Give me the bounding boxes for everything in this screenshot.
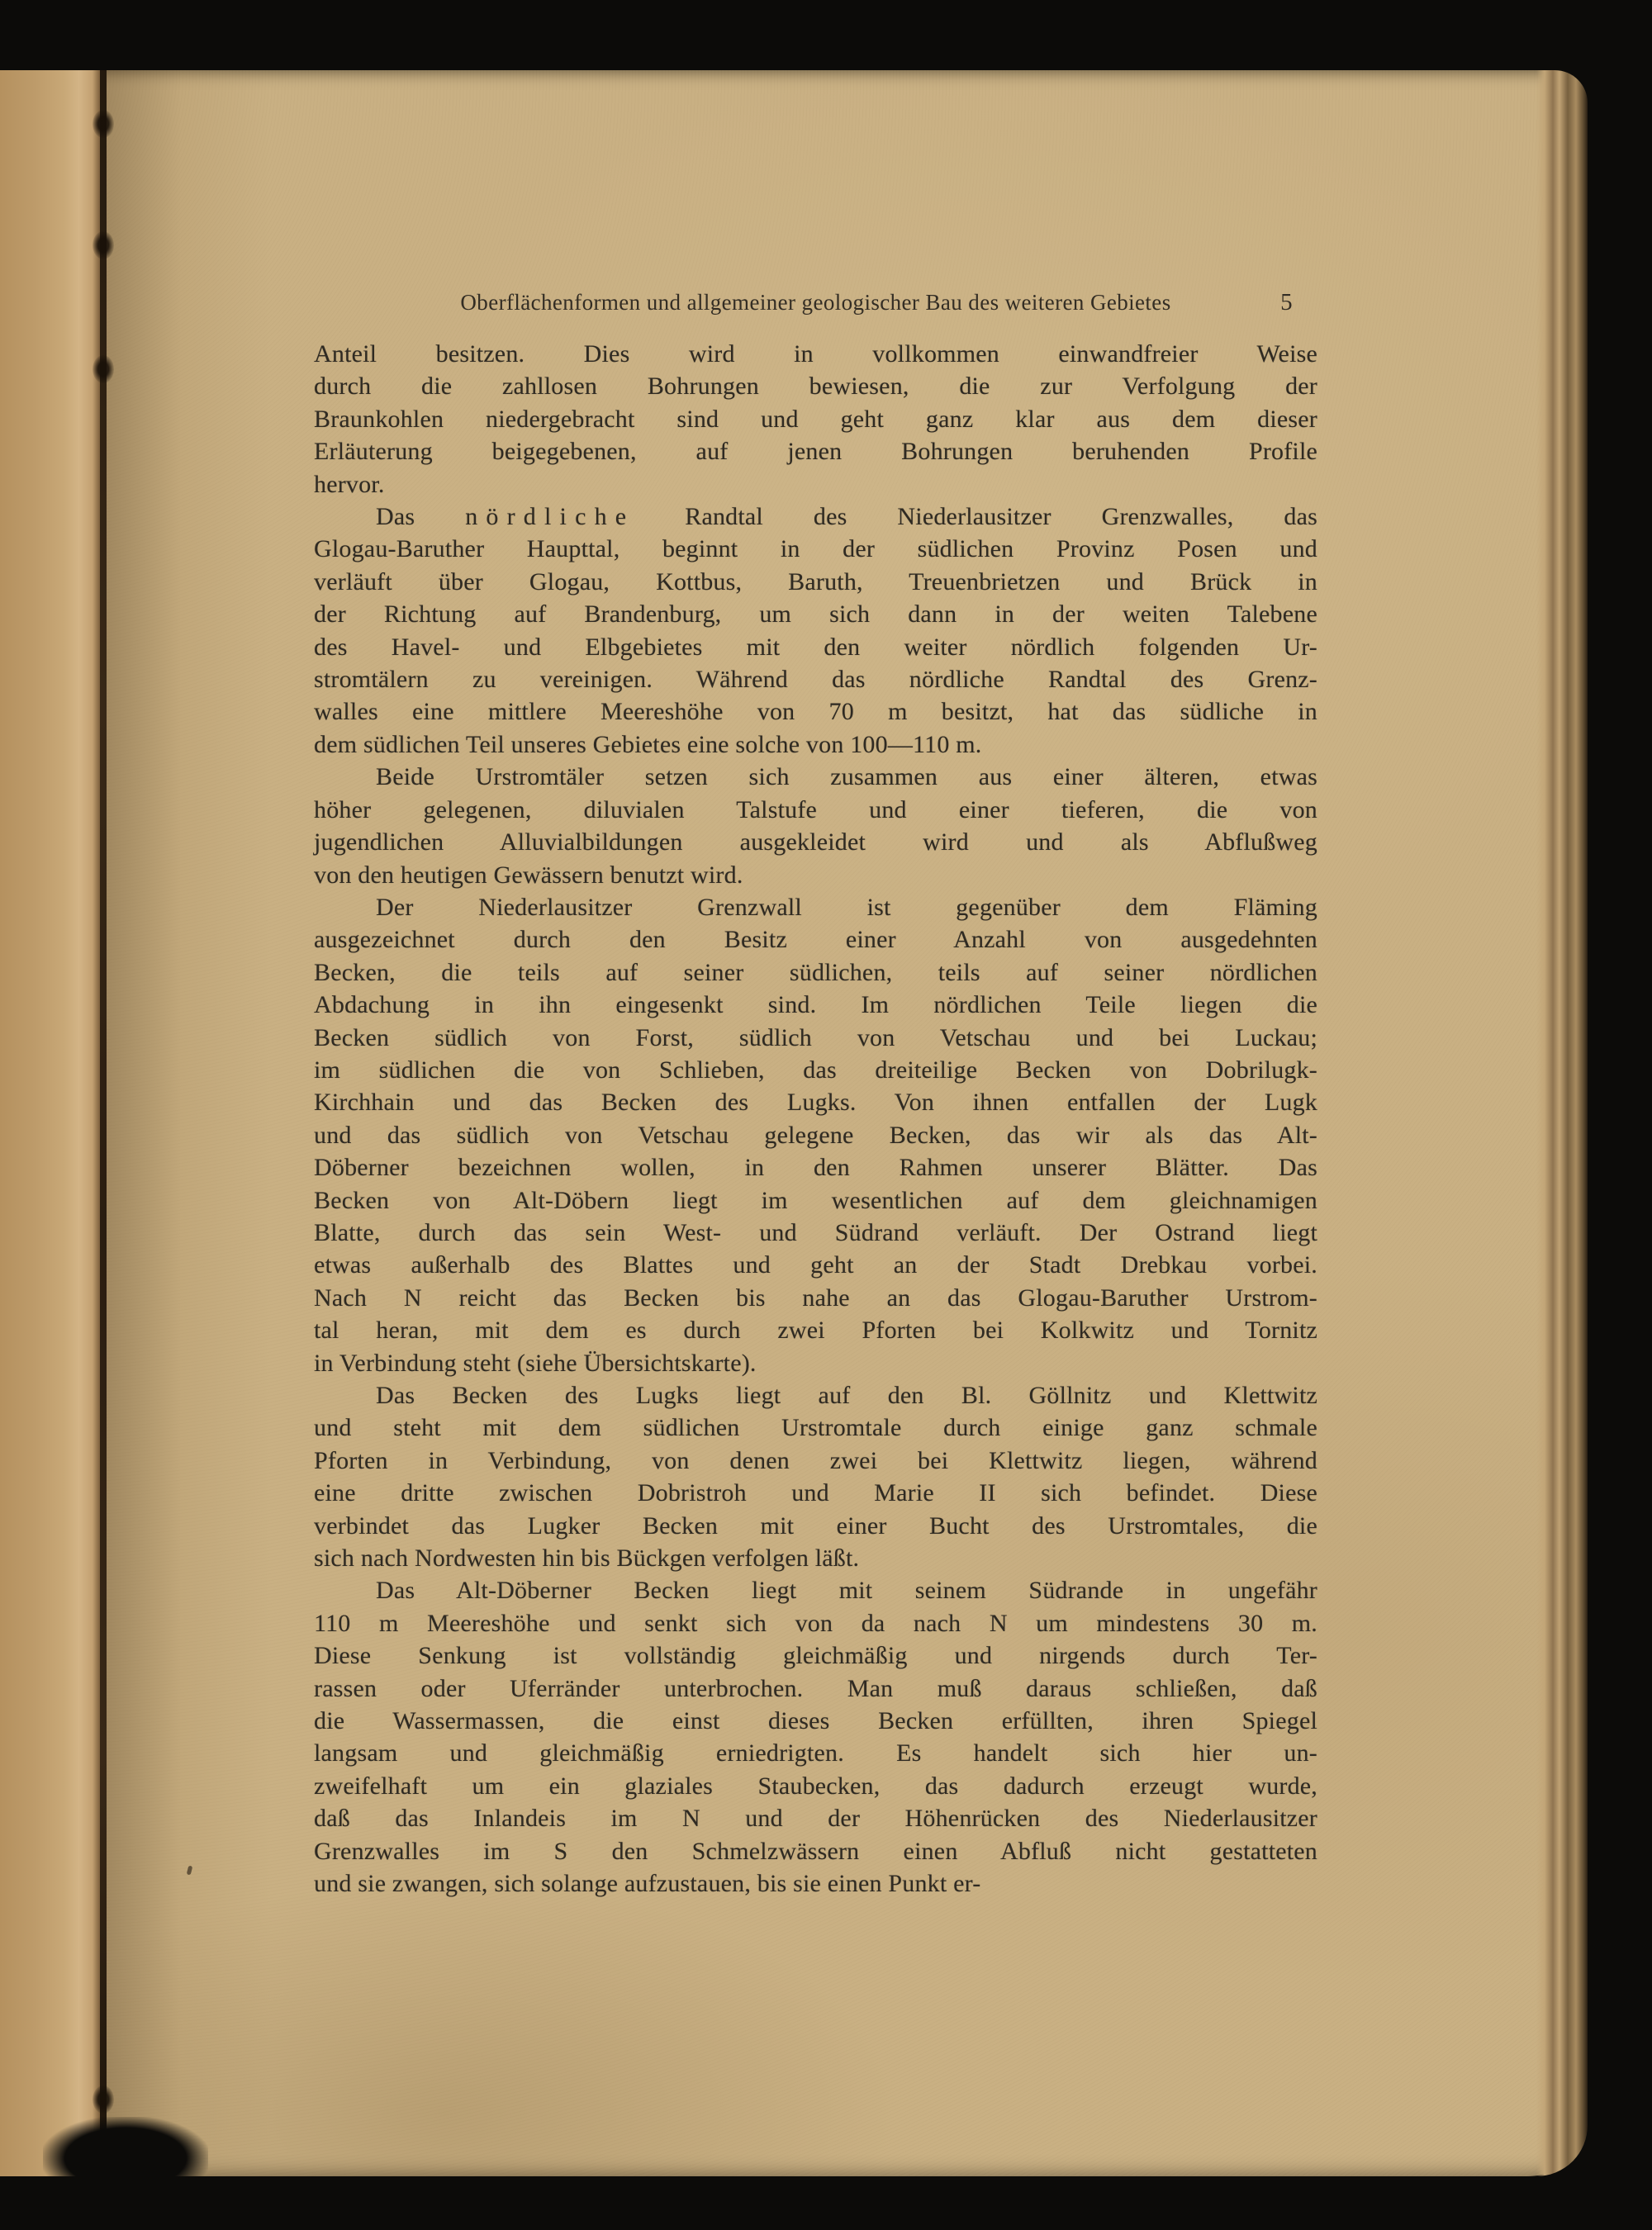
paragraph	[314, 501, 1317, 761]
text-segment: Randtal des Niederlausitzer Grenzwalles, das	[634, 503, 1317, 531]
text-line: Becken, die teils auf seiner südlichen, teils auf seiner nördlichen	[314, 958, 1317, 986]
text-line: Anteil besitzen. Dies wird in vollkommen einwandfreier Weise	[314, 340, 1317, 368]
text-line: Braunkohlen niedergebracht sind und geht ganz klar aus dem dieser	[314, 405, 1317, 433]
text-line: eine dritte zwischen Dobristroh und Marie II sich befindet. Diese	[314, 1479, 1317, 1507]
text-line: dem südlichen Teil unseres Gebietes eine solche von 100—110 m.	[314, 730, 982, 758]
text-line: ausgezeichnet durch den Besitz einer Anzahl von ausgedehnten	[314, 926, 1317, 954]
text-line: Erläuterung beigegebenen, auf jenen Bohrungen beruhenden Profile	[314, 438, 1317, 466]
binding-stitch	[93, 110, 114, 138]
text-line: Kirchhain und das Becken des Lugks. Von ihnen entfallen der Lugk	[314, 1089, 1317, 1117]
paragraph	[314, 1574, 1317, 1900]
text-line: 110 m Meereshöhe und senkt sich von da nach N um mindestens 30 m.	[314, 1609, 1317, 1637]
text-segment: Das	[376, 503, 466, 531]
text-line: daß das Inlandeis im N und der Höhenrücken des Niederlausitzer	[314, 1805, 1317, 1833]
binding-stitch	[93, 355, 114, 383]
text-line: zweifelhaft um ein glaziales Staubecken, das dadurch erzeugt wurde,	[314, 1772, 1317, 1800]
text-line: der Richtung auf Brandenburg, um sich dann in der weiten Talebene	[314, 600, 1317, 629]
paragraph	[314, 761, 1317, 891]
text-line: jugendlichen Alluvialbildungen ausgekleidet wird und als Abflußweg	[314, 828, 1317, 856]
body-text	[314, 338, 1317, 1900]
text-line: Nach N reicht das Becken bis nahe an das Glogau-Baruther Urstrom-	[314, 1283, 1317, 1312]
text-line: des Havel- und Elbgebietes mit den weiter nördlich folgenden Ur-	[314, 633, 1317, 661]
binding-seam	[100, 70, 107, 2176]
text-line: etwas außerhalb des Blattes und geht an der Stadt Drebkau vorbei.	[314, 1251, 1317, 1279]
text-line: Becken südlich von Forst, südlich von Vetschau und bei Luckau;	[314, 1023, 1317, 1051]
text-line: sich nach Nordwesten hin bis Bückgen verfolgen läßt.	[314, 1544, 860, 1573]
emphasized-word: nördliche	[465, 503, 635, 531]
bottom-gutter-shadow	[43, 2117, 208, 2199]
text-line: Pforten in Verbindung, von denen zwei bei Klettwitz liegen, während	[314, 1446, 1317, 1474]
text-line: Blatte, durch das sein West- und Südrand verläuft. Der Ostrand liegt	[314, 1218, 1317, 1246]
text-line: Abdachung in ihn eingesenkt sind. Im nördlichen Teile liegen die	[314, 991, 1317, 1019]
text-line: Becken von Alt-Döbern liegt im wesentlichen auf dem gleichnamigen	[314, 1186, 1317, 1214]
text-line: die Wassermassen, die einst dieses Becken erfüllten, ihren Spiegel	[314, 1707, 1317, 1735]
text-line: walles eine mittlere Meereshöhe von 70 m besitzt, hat das südliche in	[314, 698, 1317, 726]
text-line: im südlichen die von Schlieben, das dreiteilige Becken von Dobrilugk-	[314, 1056, 1317, 1084]
text-line: hervor.	[314, 470, 385, 498]
text-line: Diese Senkung ist vollständig gleichmäßig und nirgends durch Ter-	[314, 1642, 1317, 1670]
text-line: durch die zahllosen Bohrungen bewiesen, die zur Verfolgung der	[314, 372, 1317, 401]
text-line: Grenzwalles im S den Schmelzwässern einen Abfluß nicht gestatteten	[314, 1837, 1317, 1865]
text-line: Der Niederlausitzer Grenzwall ist gegenüber dem Fläming	[376, 893, 1317, 921]
text-line: und das südlich von Vetschau gelegene Becken, das wir als das Alt-	[314, 1121, 1317, 1149]
page-number: 5	[1280, 289, 1293, 316]
text-line: Glogau-Baruther Haupttal, beginnt in der südlichen Provinz Posen und	[314, 535, 1317, 563]
text-line: Döberner bezeichnen wollen, in den Rahmen unserer Blätter. Das	[314, 1154, 1317, 1182]
binding-stitch	[93, 231, 114, 259]
text-line: von den heutigen Gewässern benutzt wird.	[314, 861, 743, 889]
text-line: Beide Urstromtäler setzen sich zusammen aus einer älteren, etwas	[376, 763, 1317, 791]
paragraph	[314, 338, 1317, 501]
running-header	[314, 288, 1317, 316]
text-line	[314, 501, 1317, 533]
text-line: Das Becken des Lugks liegt auf den Bl. Göllnitz und Klettwitz	[376, 1382, 1317, 1409]
text-line: in Verbindung steht (siehe Übersichtskarte).	[314, 1349, 757, 1377]
text-line: langsam und gleichmäßig erniedrigten. Es handelt sich hier un-	[314, 1739, 1317, 1767]
text-line: tal heran, mit dem es durch zwei Pforten bei Kolkwitz und Tornitz	[314, 1317, 1317, 1345]
page-edge-stack	[1536, 70, 1588, 2176]
binding-gutter	[0, 70, 103, 2176]
paragraph	[314, 1379, 1317, 1574]
text-line: verbindet das Lugker Becken mit einer Bucht des Urstromtales, die	[314, 1511, 1317, 1540]
gutter-fold-shadow	[107, 70, 272, 2176]
text-line: und steht mit dem südlichen Urstromtale durch einige ganz schmale	[314, 1414, 1317, 1442]
text-line: und sie zwangen, sich solange aufzustauen, bis sie einen Punkt er-	[314, 1870, 981, 1898]
book-page	[0, 70, 1588, 2176]
text-line: stromtälern zu vereinigen. Während das nördliche Randtal des Grenz-	[314, 666, 1317, 694]
binding-stitch	[93, 2085, 114, 2114]
paragraph	[314, 891, 1317, 1379]
text-line: verläuft über Glogau, Kottbus, Baruth, Treuenbrietzen und Brück in	[314, 567, 1317, 595]
text-line: Das Alt-Döberner Becken liegt mit seinem Südrande in ungefähr	[376, 1577, 1317, 1605]
running-header-title: Oberflächenformen und allgemeiner geologischer Bau des weiteren Gebietes	[460, 290, 1171, 315]
text-line: höher gelegenen, diluvialen Talstufe und einer tieferen, die von	[314, 795, 1317, 823]
text-line: rassen oder Uferränder unterbrochen. Man muß daraus schließen, daß	[314, 1674, 1317, 1702]
